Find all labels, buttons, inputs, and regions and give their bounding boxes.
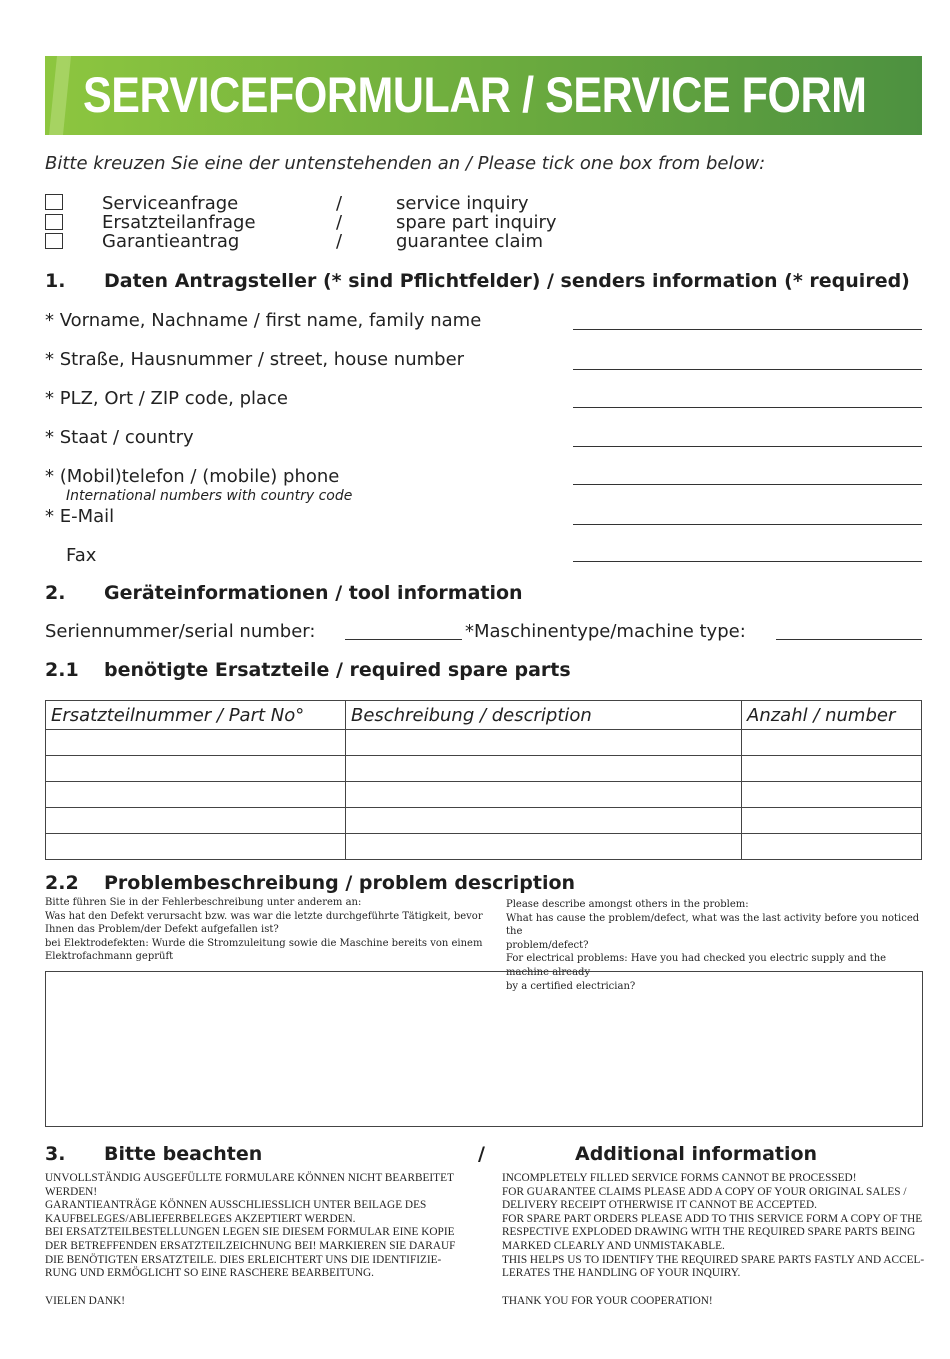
checkbox-service-inquiry[interactable] bbox=[45, 194, 63, 210]
section1-number: 1. bbox=[45, 270, 66, 292]
note-line: WERDEN! bbox=[45, 1185, 98, 1198]
section22-title: Problembeschreibung / problem description bbox=[104, 872, 576, 894]
table-cell[interactable] bbox=[742, 782, 922, 808]
table-header-row bbox=[46, 701, 922, 730]
checkbox-spare-part-inquiry[interactable] bbox=[45, 214, 63, 230]
fax-input-line[interactable] bbox=[573, 561, 922, 562]
field-label-country: * Staat / country bbox=[45, 427, 194, 448]
section3-title-de: Bitte beachten bbox=[104, 1143, 263, 1165]
option-label-de: Garantieantrag bbox=[102, 231, 240, 252]
table-cell[interactable] bbox=[346, 756, 742, 782]
notes-en bbox=[502, 1172, 932, 1308]
section1-title: Daten Antragsteller (* sind Pflichtfelder) / senders information (* required) bbox=[104, 270, 910, 292]
note-line: DIE BENÖTIGTEN ERSATZTEILE. DIES ERLEICHTERT UNS DIE IDENTIFIZIE- bbox=[45, 1253, 442, 1266]
hint-line: Elektrofachmann geprüft bbox=[45, 951, 174, 963]
note-line: FOR GUARANTEE CLAIMS PLEASE ADD A COPY OF YOUR ORIGINAL SALES / bbox=[502, 1185, 907, 1198]
machine-type-input-line[interactable] bbox=[776, 639, 922, 640]
note-line: MARKED CLEARLY AND UNMISTAKABLE. bbox=[502, 1239, 725, 1252]
note-line: DELIVERY RECEIPT OTHERWISE IT CANNOT BE ACCEPTED. bbox=[502, 1199, 817, 1212]
note-line: KAUFBELEGES/ABLIEFERBELEGES AKZEPTIERT WERDEN. bbox=[45, 1212, 356, 1225]
notes-de bbox=[45, 1172, 485, 1308]
section2-title: Geräteinformationen / tool information bbox=[104, 582, 523, 604]
option-label-en: guarantee claim bbox=[396, 231, 544, 252]
hint-line: For electrical problems: Have you had checked you electric supply and the machine already bbox=[506, 953, 887, 978]
table-cell[interactable] bbox=[742, 756, 922, 782]
phone-hint: International numbers with country code bbox=[66, 488, 353, 504]
table-row bbox=[46, 730, 922, 756]
section3-title-en: Additional information bbox=[575, 1143, 818, 1165]
hint-line: What has cause the problem/defect, what was the last activity before you noticed the bbox=[506, 912, 920, 938]
table-row bbox=[46, 756, 922, 782]
checkbox-guarantee-claim[interactable] bbox=[45, 233, 63, 249]
section2-number: 2. bbox=[45, 582, 66, 604]
table-cell[interactable] bbox=[742, 808, 922, 834]
hint-line: problem/defect? bbox=[506, 939, 589, 951]
zip-input-line[interactable] bbox=[573, 407, 922, 408]
section21-number: 2.1 bbox=[45, 659, 79, 681]
hint-line: Please describe amongst others in the problem: bbox=[506, 899, 749, 910]
section22-number: 2.2 bbox=[45, 872, 79, 894]
country-input-line[interactable] bbox=[573, 446, 922, 447]
note-line: RESPECTIVE EXPLODED DRAWING WITH THE REQUIRED SPARE PARTS BEING bbox=[502, 1226, 916, 1239]
field-label-fax: Fax bbox=[66, 545, 97, 566]
option-separator: / bbox=[336, 193, 343, 214]
table-cell[interactable] bbox=[346, 782, 742, 808]
thanks-en: THANK YOU FOR YOUR COOPERATION! bbox=[502, 1294, 713, 1307]
field-label-email: * E-Mail bbox=[45, 506, 115, 527]
option-separator: / bbox=[336, 231, 343, 252]
phone-input-line[interactable] bbox=[573, 484, 922, 485]
option-label-de: Serviceanfrage bbox=[102, 193, 239, 214]
table-cell[interactable] bbox=[46, 730, 346, 756]
serial-number-input-line[interactable] bbox=[345, 639, 462, 640]
note-line: INCOMPLETELY FILLED SERVICE FORMS CANNOT BE PROCESSED! bbox=[502, 1172, 857, 1184]
machine-type-label: *Maschinentype/machine type: bbox=[465, 621, 746, 642]
table-row bbox=[46, 782, 922, 808]
note-line: UNVOLLSTÄNDIG AUSGEFÜLLTE FORMULARE KÖNNEN NICHT BEARBEITET bbox=[45, 1172, 454, 1184]
problem-hint-de bbox=[45, 896, 485, 964]
note-line: BEI ERSATZTEILBESTELLUNGEN LEGEN SIE DIESEM FORMULAR EINE KOPIE bbox=[45, 1226, 455, 1239]
section21-title: benötigte Ersatzteile / required spare parts bbox=[104, 659, 571, 681]
hint-line: bei Elektrodefekten: Wurde die Stromzuleitung sowie die Maschine bereits von einem bbox=[45, 937, 483, 949]
spare-parts-table bbox=[45, 700, 922, 860]
section3-number: 3. bbox=[45, 1143, 66, 1165]
table-cell[interactable] bbox=[346, 730, 742, 756]
note-line: GARANTIEANTRÄGE KÖNNEN AUSSCHLIESSLICH UNTER BEILAGE DES bbox=[45, 1199, 427, 1212]
column-header-description: Beschreibung / description bbox=[346, 701, 742, 730]
table-cell[interactable] bbox=[46, 782, 346, 808]
table-row bbox=[46, 808, 922, 834]
note-line: THIS HELPS US TO IDENTIFY THE REQUIRED SPARE PARTS FASTLY AND ACCEL- bbox=[502, 1253, 925, 1266]
table-cell[interactable] bbox=[346, 834, 742, 860]
option-label-en: service inquiry bbox=[396, 193, 529, 214]
brand-slash-icon bbox=[49, 56, 71, 135]
street-input-line[interactable] bbox=[573, 369, 922, 370]
option-separator: / bbox=[336, 212, 343, 233]
column-header-part-no: Ersatzteilnummer / Part No° bbox=[46, 701, 346, 730]
table-cell[interactable] bbox=[46, 808, 346, 834]
hint-line: Bitte führen Sie in der Fehlerbeschreibung unter anderem an: bbox=[45, 897, 362, 908]
option-label-en: spare part inquiry bbox=[396, 212, 557, 233]
problem-description-box[interactable] bbox=[45, 971, 923, 1127]
table-cell[interactable] bbox=[346, 808, 742, 834]
table-cell[interactable] bbox=[742, 730, 922, 756]
section3-separator: / bbox=[478, 1143, 485, 1165]
column-header-number: Anzahl / number bbox=[742, 701, 922, 730]
hint-line: Ihnen das Problem/der Defekt aufgefallen ist? bbox=[45, 924, 279, 936]
field-label-street: * Straße, Hausnummer / street, house number bbox=[45, 349, 465, 370]
table-cell[interactable] bbox=[742, 834, 922, 860]
thanks-de: VIELEN DANK! bbox=[45, 1294, 125, 1307]
field-label-name: * Vorname, Nachname / first name, family name bbox=[45, 310, 482, 331]
table-cell[interactable] bbox=[46, 756, 346, 782]
email-input-line[interactable] bbox=[573, 524, 922, 525]
field-label-zip: * PLZ, Ort / ZIP code, place bbox=[45, 388, 289, 409]
header-banner bbox=[45, 56, 922, 135]
hint-line: Was hat den Defekt verursacht bzw. was war die letzte durchgeführte Tätigkeit, bevor bbox=[45, 910, 483, 922]
note-line: DER BETREFFENDEN ERSATZTEILZEICHNUNG BEI! MARKIEREN SIE DARAUF bbox=[45, 1239, 456, 1252]
table-row bbox=[46, 834, 922, 860]
form-title: SERVICEFORMULAR / SERVICE FORM bbox=[83, 67, 867, 123]
field-label-phone: * (Mobil)telefon / (mobile) phone bbox=[45, 466, 340, 487]
hint-line: by a certified electrician? bbox=[506, 980, 636, 992]
serial-number-label: Seriennummer/serial number: bbox=[45, 621, 316, 642]
note-line: FOR SPARE PART ORDERS PLEASE ADD TO THIS SERVICE FORM A COPY OF THE bbox=[502, 1212, 923, 1225]
note-line: RUNG UND ERMÖGLICHT SO EINE RASCHERE BEARBEITUNG. bbox=[45, 1267, 374, 1280]
option-label-de: Ersatzteilanfrage bbox=[102, 212, 256, 233]
table-cell[interactable] bbox=[46, 834, 346, 860]
intro-text: Bitte kreuzen Sie eine der untenstehenden an / Please tick one box from below: bbox=[45, 153, 766, 174]
note-line: LERATES THE HANDLING OF YOUR INQUIRY. bbox=[502, 1267, 741, 1280]
name-input-line[interactable] bbox=[573, 329, 922, 330]
